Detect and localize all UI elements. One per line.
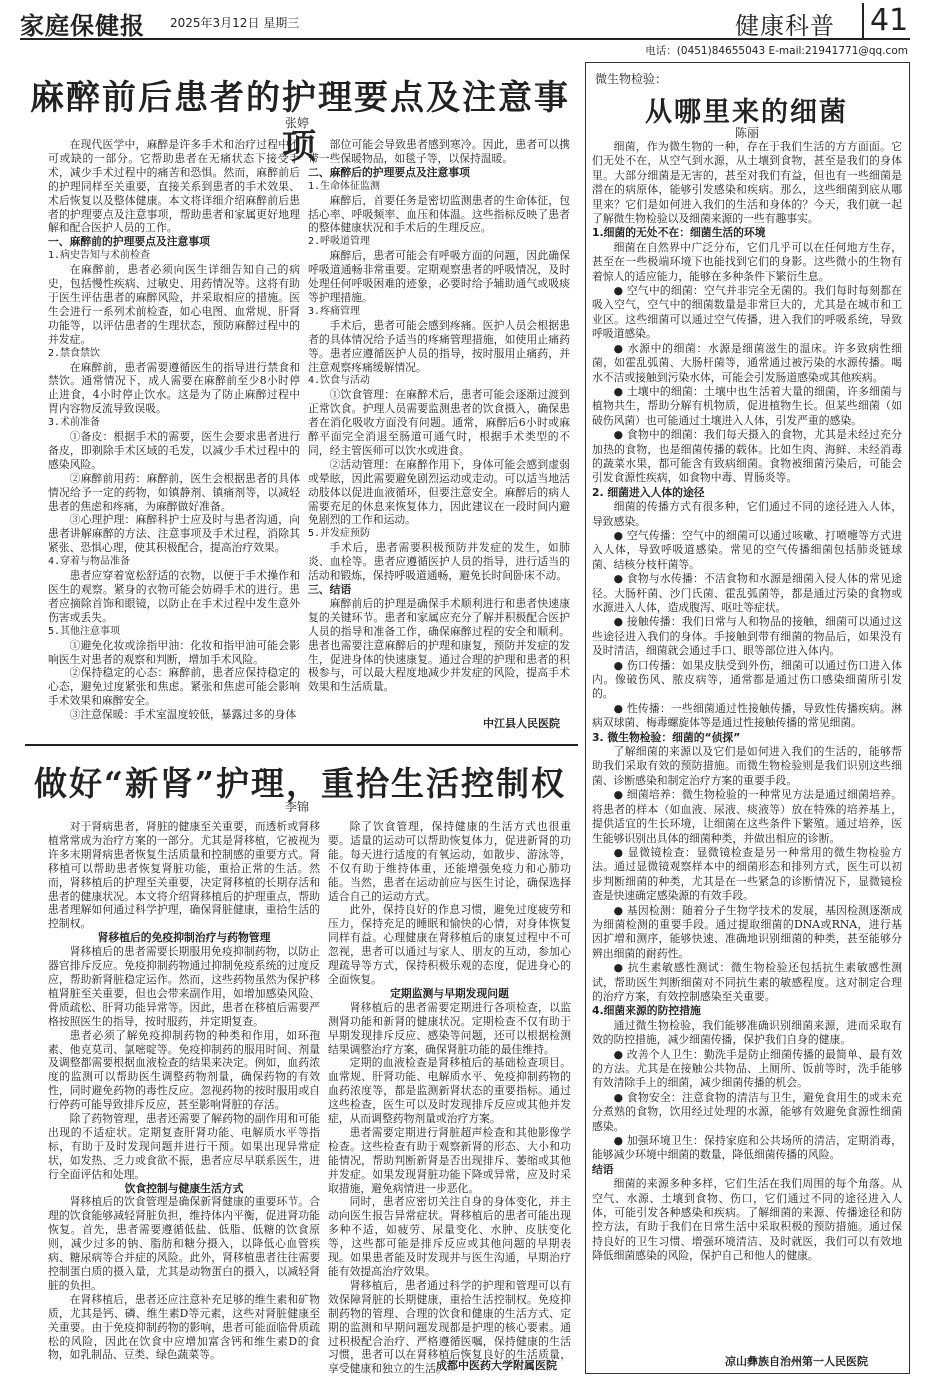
paragraph: 3. 微生物检验：细菌的“侦探” [592,730,741,744]
paragraph: 了解细菌的来源以及它们是如何进入我们的生活的，能够帮助我们采取有效的预防措施。而微生物检验则是我们识别这些细菌、诊断感染和制定治疗方案的重要手段。 [592,745,902,787]
paragraph: ● 空气中的细菌：空气并非完全无菌的。我们每时每刻都在吸入空气，空气中的细菌数量是非常巨大的，尤其是在城市和工业区。这些细菌可以通过空气传播，进入我们的呼吸系统，导致呼吸道感染。 [592,284,902,341]
paragraph: 除了饮食管理，保持健康的生活方式也很重要。适量的运动可以帮助恢复体力，促进新肾的功能。每天进行适度的有氧运动，如散步、游泳等，不仅有助于维持体重，还能增强免疫力和心肺功能。当然，患者在运动前应与医生讨论，确保选择适合自己的运动方式。 [328,820,571,903]
section-divider [25,744,578,746]
paragraph: 1.生命体征监测 [308,180,381,192]
paragraph: ● 土壤中的细菌：土壤中也生活着大量的细菌，许多细菌与植物共生，帮助分解有机物质，促进植物生长。但某些细菌（如破伤风菌）也可能通过土壤进入人体，引发严重的感染。 [592,384,902,427]
paragraph: 通过微生物检验，我们能够准确识别细菌来源，进而采取有效的防控措施，减少细菌传播，保护我们自身的健康。 [592,1018,902,1047]
paragraph: 2. 细菌进入人体的途径 [592,485,705,499]
paragraph: 4.细菌来源的防控措施 [592,1004,701,1018]
paragraph: 2.禁食禁饮 [48,347,101,359]
article1-column-1 [48,138,300,736]
article3-body [592,140,902,1348]
article1-title: 麻醉前后患者的护理要点及注意事项 [30,78,570,167]
paragraph: 患者需要定期进行肾脏超声检查和其他影像学检查。这些检查有助于观察新肾的形态、大小和功能情况，帮助判断新肾是否出现排斥、萎缩或其他并发症。如果发现肾脏功能下降或异常，应及时采取措施，避免病情进一步恶化。 [328,1125,571,1195]
paragraph: 在肾移植后，患者还应注意补充足够的维生素和矿物质，尤其是钙、磷、维生素D等元素，这些对肾脏健康至关重要。由于免疫抑制药物的影响，患者可能面临骨质疏松的风险，因此在饮食中应增加富含钙和维生素D的食物，如乳制品、豆类、绿色蔬菜等。 [48,1292,320,1362]
paragraph: 患者必须了解免疫抑制药物的种类和作用，如环孢素、他克莫司、氯嘧啶等。免疫抑制药的服用时间、剂量及调整都需要根据血液检查的结果来决定。例如，血药浓度的监测可以帮助医生调整药物剂量，确保药物的有效性，同时避免药物的毒性反应。忽视药物的按时服用或自行停药可能导致排斥反应，甚至影响肾脏的存活。 [48,1028,320,1112]
paragraph: 定期监测与早期发现问题 [390,986,509,1000]
paragraph: ● 接触传播：我们日常与人和物品的接触，细菌可以通过这些途径进入我们的身体。手接触到带有细菌的物品后，如果没有及时清洁，细菌就会通过手口、眼等部位进入体内。 [592,615,902,658]
paragraph: 对于肾病患者，肾脏的健康至关重要，而透析或肾移植常常成为治疗方案的一部分。尤其是肾移植，它被视为许多末期肾病患者恢复生活质量和控制感的重要方式。肾移植可以帮助患者恢复肾脏功能，重拾正常的生活。然而，肾移植后的护理至关重要，决定肾移植的长期存活和患者的健康状况。本文将介绍肾移植后的护理重点，帮助患者理解如何通过科学护理，确保肾脏健康，重拾生活的控制权。 [48,820,320,931]
paragraph: 患者应穿着宽松舒适的衣物，以便于手术操作和医生的观察。紧身的衣物可能会妨碍手术的进行。患者应摘除首饰和眼镜，以防止在手术过程中发生意外伤害或丢失。 [48,569,300,624]
paragraph: 5.其他注意事项 [48,625,121,637]
paragraph: ● 加强环境卫生：保持家庭和公共场所的清洁，定期消毒，能够减少环境中细菌的数量，降低细菌传播的风险。 [592,1134,902,1162]
paragraph: 肾移植后的免疫抑制治疗与药物管理 [97,931,271,945]
paragraph: 细菌，作为微生物的一种，存在于我们生活的方方面面。它们无处不在，从空气到水源，从土壤到食物，甚至是我们的身体里。大部分细菌是无害的，甚至对我们有益，但也有一些细菌是潜在的病原体，能够引发感染和疾病。那么，这些细菌到底从哪里来？它们是如何进入我们的生活和身体的？今天，我们就一起了解微生物检验以及细菌来源的一些有趣事实。 [592,140,902,226]
paragraph: 麻醉后，首要任务是密切监测患者的生命体征，包括心率、呼吸频率、血压和体温。这些指标反映了患者的整体健康状况和手术后的生理反应。 [308,193,570,235]
paragraph: ①避免化妆或涂指甲油：化妆和指甲油可能会影响医生对患者的观察和判断，增加手术风险。 [48,638,300,666]
contact-info: 电话：(0451)84655043 E-mail:21941771@qq.com [645,45,908,57]
paragraph: ● 改善个人卫生：勤洗手是防止细菌传播的最简单、最有效的方法。尤其是在接触公共物品、上厕所、饭前等时，洗手能够有效清除手上的细菌，减少细菌传播的机会。 [592,1047,902,1090]
paragraph: 1.细菌的无处不在：细菌生活的环境 [592,226,766,240]
section-name: 健康科普 [735,12,835,40]
paragraph: ● 食物安全：注意食物的清洁与卫生，避免食用生的或未充分煮熟的食物，饮用经过处理的水源，能够有效避免食源性细菌感染。 [592,1090,902,1133]
paragraph: 三、结语 [308,583,352,596]
paragraph: ● 细菌培养：微生物检验的一种常见方法是通过细菌培养。将患者的样本（如血液、尿液、痰液等）放在特殊的培养基上，提供适宜的生长环境，让细菌在这些条件下繁殖。通过培养，医生能够识别出具体的细菌种类，并做出相应的诊断。 [592,788,902,845]
paragraph: ● 水源中的细菌：水源是细菌滋生的温床。许多致病性细菌，如霍乱弧菌、大肠杆菌等，通常通过被污染的水源传播。喝水不洁或接触到污染水体，可能会引发肠道感染或其他疾病。 [592,341,902,384]
article1-author: 张婷 [285,116,310,130]
paragraph: ③心理护理：麻醉科护士应及时与患者沟通，向患者讲解麻醉的方法、注意事项及手术过程，消除其紧张、恐惧心理，使其积极配合，提高治疗效果。 [48,513,300,555]
paragraph: ● 伤口传播：如果皮肤受到外伤，细菌可以通过伤口进入体内。像破伤风、脓皮病等，通常都是通过伤口感染细菌所引发的。 [592,658,902,701]
paragraph: 麻醉前后的护理是确保手术顺利进行和患者快速康复的关键环节。患者和家属应充分了解并积极配合医护人员的指导和准备工作，确保麻醉过程的安全和顺利。患者也需要注意麻醉后的护理和康复，预防并发症的发生，促进身体的快速康复。通过合理的护理和患者的积极参与，可以最大程度地减少并发症的风险，提高手术效果和生活质量。 [308,596,570,694]
paragraph: ①备皮：根据手术的需要，医生会要求患者进行备皮，即剃除手术区域的毛发，以减少手术过程中的感染风险。 [48,430,300,471]
article2-author: 李锦 [285,800,310,814]
paragraph: 4.穿着与物品准备 [48,556,131,568]
paragraph: ①饮食管理：在麻醉术后，患者可能会逐渐过渡到正常饮食。护理人员需要监测患者的饮食摄入，确保患者在消化吸收方面没有问题。通常，麻醉后6小时或麻醉平面完全消退至肠道可通气时，根据手术类型的不同，经主管医师可以饮水或进食。 [308,388,570,457]
article3-kicker: 微生物检验： [595,72,668,86]
article2-source: 成都中医药大学附属医院 [436,1359,557,1372]
paragraph: 细菌的来源多种多样，它们生活在我们周围的每个角落。从空气、水源、土壤到食物、伤口，它们通过不同的途径进入人体，可能引发各种感染和疾病。了解细菌的来源、传播途径和防控方法，有助于我们在日常生活中采取积极的预防措施。通过保持良好的卫生习惯、增强环境清洁、及时就医，我们可以有效地降低细菌感染的风险，保护自己和他人的健康。 [592,1177,902,1263]
paragraph: 手术后，患者需要积极预防并发症的发生，如肺炎、血栓等。患者应遵循医护人员的指导，进行适当的活动和锻炼，保持呼吸道通畅，避免长时间卧床不动。 [308,541,570,583]
paragraph: 除了药物管理，患者还需要了解药物的副作用和可能出现的不适症状。定期复查肝肾功能、电解质水平等指标，有助于及时发现问题并进行干预。如果出现异常症状，如发热、乏力或食欲不振，患者应尽早联系医生，进行全面评估和处理。 [48,1112,320,1181]
paragraph: 细菌的传播方式有很多种，它们通过不同的途径进入人体，导致感染。 [592,500,902,528]
issue-date: 2025年3月12日 星期三 [170,16,300,30]
paragraph: 肾移植后的饮食管理是确保新肾健康的重要环节。合理的饮食能够减轻肾脏负担，维持体内平衡，促进肾功能恢复。首先，患者需要遵循低盐、低脂、低糖的饮食原则，减少过多的钠、脂肪和糖分摄入，以降低心血管疾病、糖尿病等合并症的风险。此外，肾移植患者往往需要控制蛋白质的摄入量，尤其是动物蛋白的摄入，以减轻肾脏的负担。 [48,1195,320,1292]
paragraph: ● 食物中的细菌：我们每天摄入的食物，尤其是未经过充分加热的食物，也是细菌传播的载体。比如生肉、海鲜、未经消毒的蔬菜水果，都可能含有致病细菌。食物被细菌污染后，可能会引发食源性疾病，如食物中毒、胃肠炎等。 [592,428,902,485]
article3-source: 凉山彝族自治州第一人民医院 [725,1355,868,1368]
paragraph: ● 食物与水传播：不洁食物和水源是细菌入侵人体的常见途径。大肠杆菌、沙门氏菌、霍乱弧菌等，都是通过污染的食物或水源进入人体，造成腹泻、呕吐等症状。 [592,572,902,614]
paragraph: 饮食控制与健康生活方式 [124,1181,244,1195]
paragraph: 同时，患者应密切关注自身的身体变化，并主动向医生报告异常症状。肾移植后的患者可能出现多种不适，如疲劳、尿量变化、水肿、皮肤变化等，这些都可能是排斥反应或其他问题的早期表现。如果患者能及时发现并与医生沟通，早期治疗能有效提高治疗效果。 [328,1195,571,1278]
paragraph: ● 显微镜检查：显微镜检查是另一种常用的微生物检验方法。通过显微镜观察样本中的细菌形态和排列方式，医生可以初步判断细菌的种类，尤其是在一些紧急的诊断情况下，显微镜检查是快速确定感染源的有效手段。 [592,845,902,903]
paragraph: 一、麻醉前的护理要点及注意事项 [48,235,210,249]
paragraph: 肾移植后的患者需要定期进行各项检查，以监测肾功能和新肾的健康状况。定期检查不仅有助于早期发现排斥反应、感染等问题，还可以根据检测结果调整治疗方案，确保肾脏功能的最佳维持。 [328,1000,571,1056]
paragraph: 手术后，患者可能会感到疼痛。医护人员会根据患者的具体情况给予适当的疼痛管理措施，如使用止痛药等。患者应遵循医护人员的指导，按时服用止痛药，并注意观察疼痛缓解情况。 [308,318,570,374]
paragraph: 细菌在自然界中广泛分布，它们几乎可以在任何地方生存，甚至在一些极端环境下也能找到它们的身影。这些微小的生物有着惊人的适应能力，能够在多种条件下繁衍生息。 [592,240,902,283]
paragraph: ②活动管理：在麻醉作用下，身体可能会感到虚弱或晕眩，因此需要避免剧烈运动或走动。可以适当地活动肢体以促进血液循环，但要注意安全。麻醉后的病人需要充足的休息来恢复体力，因此建议在一段时间内避免剧烈的工作和运动。 [308,457,570,527]
paragraph: 二、麻醉后的护理要点及注意事项 [308,165,470,179]
paragraph: ③注意保暖：手术室温度较低，暴露过多的身体 [69,708,297,722]
paragraph: 肾移植后，患者通过科学的护理和管理可以有效保障肾脏的长期健康，重拾生活控制权。免疫抑制药物的管理、合理的饮食和健康的生活方式、定期的监测和早期问题发现都是护理的核心要素。通过积极配合治疗、严格遵循医嘱，保持健康的生活习惯，患者可以在肾移植后恢复良好的生活质量，享受健康和独立的生活。 [328,1278,571,1376]
paragraph: 麻醉后，患者可能会有呼吸方面的问题，因此确保呼吸道通畅非常重要。定期观察患者的呼吸情况，及时处理任何呼吸困难的迹象，必要时给予辅助通气或吸痰等护理措施。 [308,249,570,304]
paragraph: 此外，保持良好的作息习惯，避免过度疲劳和压力，保持充足的睡眠和愉快的心情，对身体恢复同样有益。心理健康在肾移植后的康复过程中不可忽视，患者可以通过与家人、朋友的互动，参加心理疏导等方式，保持积极乐观的态度，促进身心的全面恢复。 [328,903,571,986]
paragraph: ②麻醉前用药：麻醉前，医生会根据患者的具体情况给予一定的药物，如镇静剂、镇痛剂等，以减轻患者的焦虑和疼痛，为麻醉做好准备。 [48,471,300,513]
paragraph: 结语 [592,1162,614,1176]
paragraph: ②保持稳定的心态：麻醉前，患者应保持稳定的心态，避免过度紧张和焦虑。紧张和焦虑可能会影响手术效果和麻醉安全。 [48,666,300,708]
paragraph: 5.并发症预防 [308,528,371,540]
paragraph: 2.呼吸道管理 [308,236,371,248]
article1-column-2 [308,138,570,708]
paragraph: 4.饮食与活动 [308,375,371,387]
paragraph: ● 抗生素敏感性测试：微生物检验还包括抗生素敏感性测试，帮助医生判断细菌对不同抗生素的敏感程度。这对制定合理的治疗方案，有效控制感染至关重要。 [592,961,902,1003]
article2-title: 做好“新肾”护理，重拾生活控制权 [34,764,566,803]
paragraph: ● 基因检测：随着分子生物学技术的发展，基因检测逐渐成为细菌检测的重要手段。通过提取细菌的DNA或RNA，进行基因扩增和测序，能够快速、准确地识别细菌的种类，甚至能够分辨出细菌的耐药性。 [592,903,902,960]
page-number: 41 [862,3,908,38]
newspaper-name: 家庭保健报 [20,11,145,40]
article3-title: 从哪里来的细菌 [645,97,848,128]
paragraph: 在麻醉前，患者需要遵循医生的指导进行禁食和禁饮。通常情况下，成人需要在麻醉前至少8小时停止进食，4小时停止饮水。这是为了防止麻醉过程中胃内容物反流导致误吸。 [48,360,300,416]
paragraph: 定期的血液检查是肾移植后的基础检查项目。血常规、肝肾功能、电解质水平、免疫抑制药物的血药浓度等，都是监测新肾状态的重要指标。通过这些检查，医生可以及时发现排斥反应或其他并发症，从而调整药物剂量或治疗方案。 [328,1056,571,1126]
article3-author: 陈丽 [735,126,760,140]
paragraph: 在麻醉前，患者必须向医生详细告知自己的病史，包括慢性疾病、过敏史、用药情况等。这将有助于医生评估患者的麻醉风险，并采取相应的措施。医生会进行一系列术前检查，如心电图、血常规、肝肾功能等，以评估患者的生理状态，预防麻醉过程中的并发症。 [48,263,300,346]
paragraph: ● 性传播：一些细菌通过性接触传播，导致性传播疾病。淋病双球菌、梅毒螺旋体等是通过性接触传播的常见细菌。 [592,701,902,730]
paragraph: 肾移植后的患者需要长期服用免疫抑制药物，以防止器官排斥反应。免疫抑制药物通过抑制免疫系统的过度反应，帮助新肾脏稳定运作。然而，这些药物虽然为保护移植肾脏至关重要，但也会带来副作用，如增加感染风险、骨质疏松、肝肾功能异常等。因此，患者在移植后需要严格按照医生的指导，按时服药，并定期复查。 [48,945,320,1028]
paragraph: 在现代医学中，麻醉是许多手术和治疗过程中不可或缺的一部分。它帮助患者在无痛状态下接受手术，减少手术过程中的痛苦和恐惧。然而，麻醉前后的护理同样至关重要，直接关系到患者的手术效果、术后恢复以及整体健康。本文将详细介绍麻醉前后患者的护理要点及注意事项，帮助患者和家属更好地理解和配合医护人员的工作。 [48,138,300,235]
paragraph: ● 空气传播：空气中的细菌可以通过咳嗽、打喷嚏等方式进入人体，导致呼吸道感染。常见的空气传播细菌包括肺炎链球菌、结核分枝杆菌等。 [592,528,902,571]
paragraph: 部位可能会导致患者感到寒冷。因此，患者可以携带一些保暖物品，如毯子等，以保持温暖。 [308,138,570,165]
header-rule [20,38,910,40]
paragraph: 1.病史告知与术前检查 [48,250,151,262]
paragraph: 3.疼痛管理 [308,305,361,317]
paragraph: 3.术前准备 [48,417,101,429]
article1-source: 中江县人民医院 [483,717,560,730]
article2-column-1 [48,820,320,1372]
